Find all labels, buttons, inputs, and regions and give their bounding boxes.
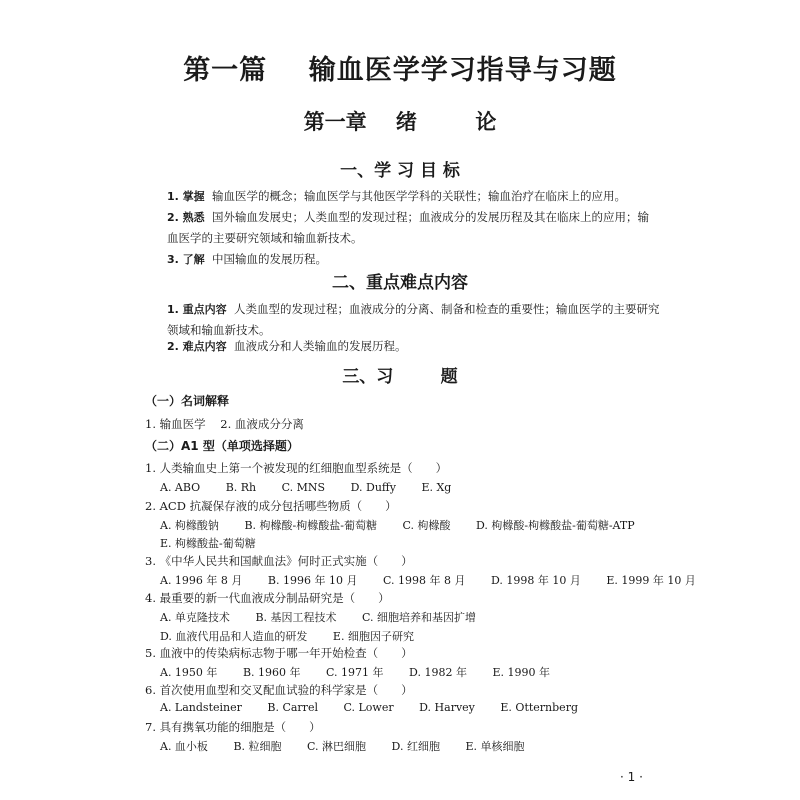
a1-heading: （二）A1 型（单项选择题） bbox=[145, 439, 299, 453]
question-options bbox=[160, 701, 600, 714]
option: D. 枸橼酸-枸橼酸盐-葡萄糖-ATP bbox=[475, 519, 635, 532]
option: E. Otternberg bbox=[500, 701, 578, 714]
question-options bbox=[160, 572, 718, 588]
objective-text: 中国输血的发展历程。 bbox=[211, 252, 327, 266]
option: A. 枸橼酸钠 bbox=[160, 519, 219, 532]
option: D. Harvey bbox=[419, 701, 475, 714]
option: C. 1971 年 bbox=[326, 666, 384, 679]
option: E. 1990 年 bbox=[492, 666, 550, 679]
page-number: · 1 · bbox=[620, 770, 643, 784]
question-stem: 6. 首次使用血型和交叉配血试验的科学家是（ ） bbox=[145, 683, 413, 697]
chapter-title: 第一章 绪 论 bbox=[303, 110, 497, 134]
key-point-text: 人类血型的发现过程；血液成分的分离、制备和检查的重要性；输血医学的主要研究领域和输血新技术。 bbox=[167, 302, 660, 337]
option: B. 1960 年 bbox=[242, 666, 301, 679]
option: E. 单核细胞 bbox=[465, 740, 525, 753]
question-options bbox=[160, 481, 473, 494]
option: D. 血液代用品和人造血的研发 bbox=[160, 630, 308, 643]
objective-label: 3. 了解 bbox=[167, 253, 205, 266]
question-options bbox=[160, 664, 572, 680]
option: E. 枸橼酸盐-葡萄糖 bbox=[160, 537, 256, 550]
option: B. 粒细胞 bbox=[233, 740, 282, 753]
option: C. MNS bbox=[281, 481, 326, 494]
option: A. 血小板 bbox=[160, 740, 208, 753]
option: C. 枸橼酸 bbox=[402, 519, 451, 532]
key-point-2 bbox=[145, 336, 660, 357]
option: C. 细胞培养和基因扩增 bbox=[362, 611, 477, 624]
option: A. Landsteiner bbox=[160, 701, 242, 714]
option: B. Carrel bbox=[267, 701, 318, 714]
option: A. 1950 年 bbox=[160, 666, 218, 679]
option: D. 1998 年 10 月 bbox=[490, 574, 581, 587]
part-title: 第一篇 输血医学学习指导与习题 bbox=[183, 55, 617, 86]
question-stem: 2. ACD 抗凝保存液的成分包括哪些物质（ ） bbox=[145, 499, 397, 513]
option: B. 枸橼酸-枸橼酸盐-葡萄糖 bbox=[244, 519, 377, 532]
option: C. Lower bbox=[343, 701, 394, 714]
question-stem: 7. 具有携氧功能的细胞是（ ） bbox=[145, 720, 321, 734]
objective-text: 输血医学的概念；输血医学与其他医学学科的关联性；输血治疗在临床上的应用。 bbox=[211, 189, 626, 203]
option: C. 1998 年 8 月 bbox=[382, 574, 466, 587]
question-stem: 5. 血液中的传染病标志物于哪一年开始检查（ ） bbox=[145, 646, 413, 660]
question-options bbox=[160, 535, 278, 551]
question-options bbox=[160, 609, 498, 625]
term-item: 1. 输血医学 bbox=[145, 417, 206, 431]
option: B. Rh bbox=[225, 481, 257, 494]
terms-line bbox=[145, 416, 304, 432]
section-title-key-points: 二、重点难点内容 bbox=[332, 273, 468, 293]
option: D. 红细胞 bbox=[391, 740, 440, 753]
section-title-objectives: 一、学 习 目 标 bbox=[340, 161, 460, 181]
objective-label: 2. 熟悉 bbox=[167, 211, 205, 224]
terms-heading: （一）名词解释 bbox=[145, 394, 230, 408]
objective-2 bbox=[145, 207, 660, 249]
key-point-text: 血液成分和人类输血的发展历程。 bbox=[233, 339, 407, 353]
question-options bbox=[160, 517, 657, 533]
key-point-label: 2. 难点内容 bbox=[167, 340, 227, 353]
question-stem: 1. 人类输血史上第一个被发现的红细胞血型系统是（ ） bbox=[145, 461, 448, 475]
section-title-exercises: 三、习 题 bbox=[342, 367, 458, 387]
key-point-1 bbox=[145, 299, 660, 341]
objective-3 bbox=[145, 249, 660, 270]
question-options bbox=[160, 738, 547, 754]
option: A. 单克隆技术 bbox=[160, 611, 230, 624]
option: E. 1999 年 10 月 bbox=[606, 574, 696, 587]
objective-label: 1. 掌握 bbox=[167, 190, 205, 203]
objective-1 bbox=[145, 186, 660, 207]
option: D. 1982 年 bbox=[409, 666, 467, 679]
option: E. Xg bbox=[421, 481, 452, 494]
option: A. ABO bbox=[160, 481, 201, 494]
question-options bbox=[160, 628, 436, 644]
option: D. Duffy bbox=[350, 481, 396, 494]
term-item: 2. 血液成分分离 bbox=[220, 417, 304, 431]
option: A. 1996 年 8 月 bbox=[160, 574, 243, 587]
question-stem: 3. 《中华人民共和国献血法》何时正式实施（ ） bbox=[145, 554, 413, 568]
question-stem: 4. 最重要的新一代血液成分制品研究是（ ） bbox=[145, 591, 390, 605]
key-point-label: 1. 重点内容 bbox=[167, 303, 227, 316]
option: B. 基因工程技术 bbox=[255, 611, 337, 624]
option: E. 细胞因子研究 bbox=[332, 630, 414, 643]
option: B. 1996 年 10 月 bbox=[267, 574, 358, 587]
objective-text: 国外输血发展史；人类血型的发现过程；血液成分的发展历程及其在临床上的应用；输血医学的主要研究领域和输血新技术。 bbox=[167, 210, 649, 245]
option: C. 淋巴细胞 bbox=[307, 740, 367, 753]
